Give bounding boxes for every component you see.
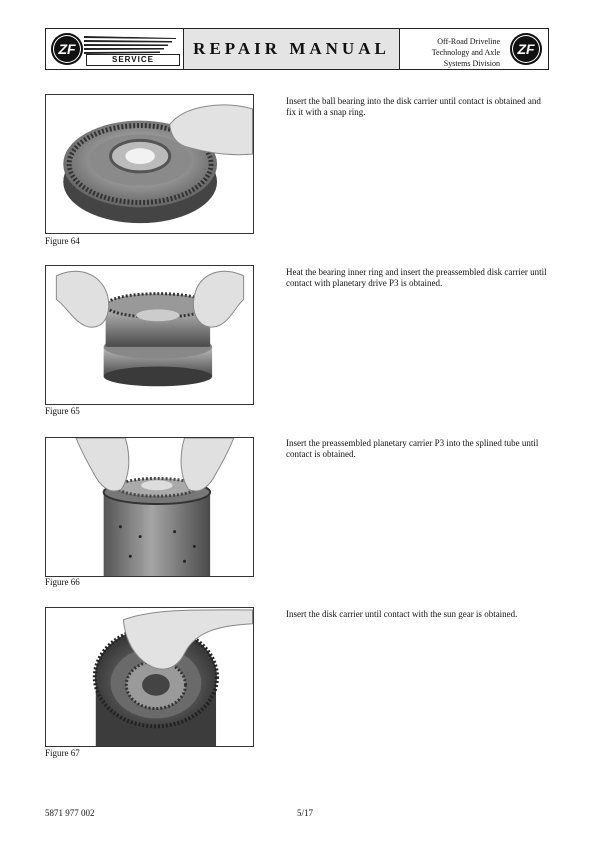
instruction-text: Heat the bearing inner ring and insert the preassembled disk carrier until contact with planetary drive P3 is obtained. [286, 267, 547, 288]
division-text [400, 36, 500, 69]
figure-caption: Figure 66 [45, 577, 80, 587]
zf-logo-icon: ZF [510, 33, 542, 65]
figure-66-photo [45, 437, 254, 577]
instruction-text: Insert the ball bearing into the disk carrier until contact is obtained and fix it with a snap ring. [286, 96, 541, 117]
zf-service-logo [46, 29, 184, 69]
instruction-text: Insert the preassembled planetary carrier P3 into the splined tube until contact is obtained. [286, 438, 539, 459]
zf-logo-icon: ZF [51, 33, 83, 65]
manual-title: REPAIR MANUAL [184, 29, 400, 69]
figure-67-photo [45, 607, 254, 747]
division-line: Systems Division [443, 59, 500, 68]
division-line: Technology and Axle [431, 48, 500, 57]
figure-caption: Figure 67 [45, 748, 80, 758]
document-number: 5871 977 002 [45, 808, 95, 818]
figure-caption: Figure 65 [45, 406, 80, 416]
page-header [45, 28, 549, 70]
figure-caption: Figure 64 [45, 236, 80, 246]
instruction-text: Insert the disk carrier until contact with the sun gear is obtained. [286, 609, 518, 619]
figure-65-photo [45, 265, 254, 405]
figure-64-photo [45, 94, 254, 234]
division-line: Off-Road Driveline [437, 37, 500, 46]
division-block [400, 29, 548, 69]
service-label: SERVICE [86, 54, 180, 66]
page-number: 5/17 [297, 808, 314, 818]
